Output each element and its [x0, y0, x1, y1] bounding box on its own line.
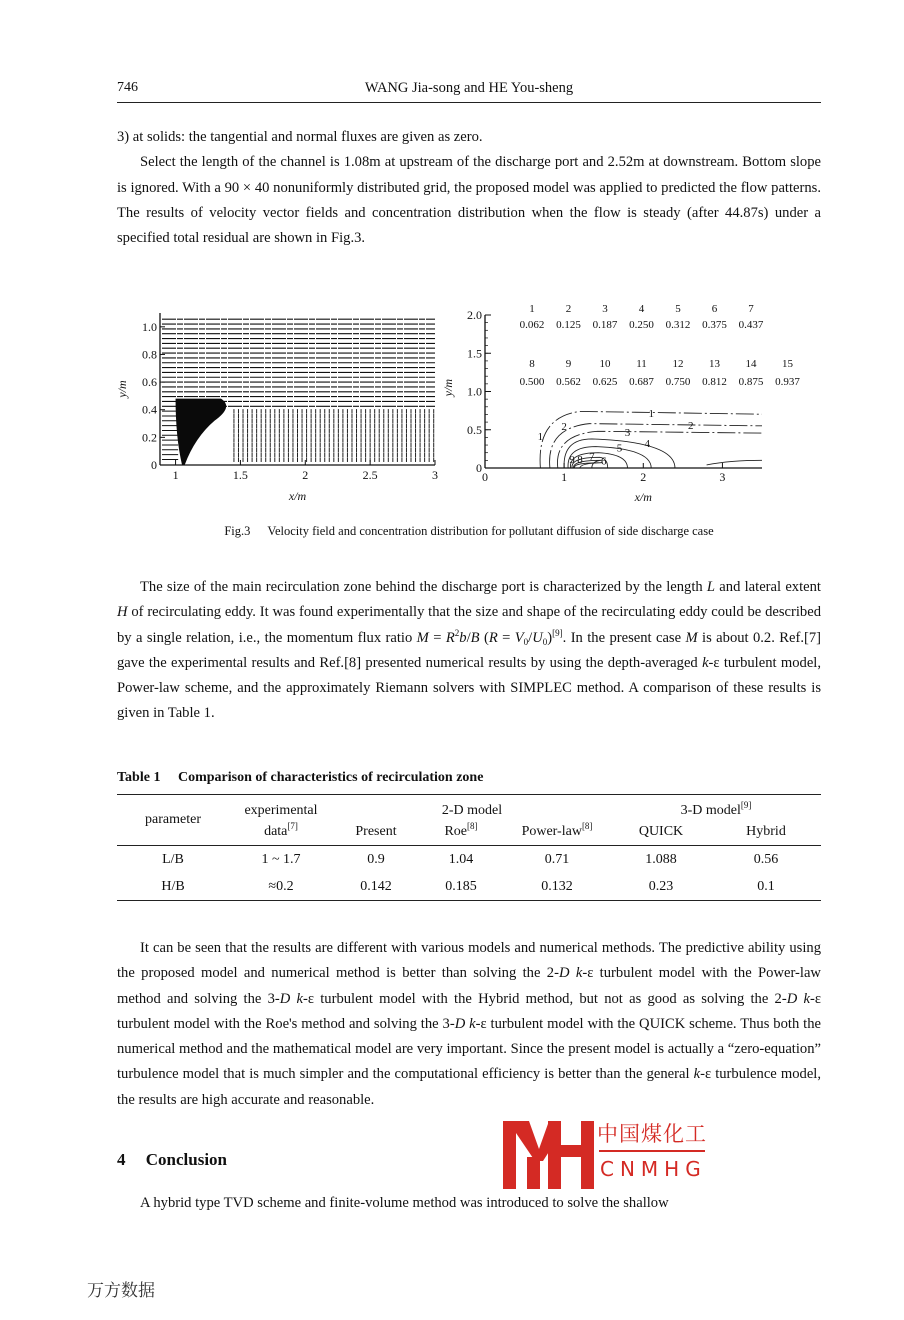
contour-line — [707, 460, 762, 465]
contour-label: 9 — [569, 453, 575, 466]
legend-value: 0.750 — [665, 376, 691, 388]
table-row — [117, 846, 821, 874]
contour-label: 4 — [644, 437, 650, 450]
header-data-label: data — [264, 824, 288, 839]
legend-value: 0.875 — [738, 376, 764, 388]
contour-label: 2 — [561, 420, 567, 433]
y-tick-label: 0 — [476, 461, 482, 475]
cell-parameter: L/B — [162, 851, 184, 867]
conclusion-first-line: A hybrid type TVD scheme and finite-volume method was introduced to solve the shallow — [140, 1195, 669, 1211]
contour-label: 1 — [537, 430, 544, 443]
legend-value: 0.375 — [702, 319, 727, 331]
header-3d-model — [611, 795, 821, 820]
header-roe — [419, 819, 503, 846]
legend-value: 0.812 — [702, 376, 727, 388]
cell-parameter: H/B — [161, 878, 185, 894]
x-tick-label: 1 — [561, 470, 568, 484]
cell-experimental: ≈0.2 — [268, 878, 294, 894]
figure-label: Fig.3 — [224, 524, 251, 538]
contour-label: 5 — [616, 442, 623, 455]
legend-level: 10 — [599, 358, 611, 370]
logo-english-text: CNMHG — [600, 1157, 707, 1181]
legend-value: 0.437 — [738, 319, 764, 331]
legend-level: 9 — [565, 358, 572, 370]
legend-value: 0.062 — [519, 319, 545, 331]
y-tick-label: 2.0 — [467, 308, 482, 322]
ref-superscript: [9] — [740, 800, 752, 810]
contour-label: 8 — [577, 453, 583, 466]
table-label: Table 1 — [117, 770, 161, 785]
header-roe-label: Roe — [444, 824, 468, 839]
legend-level: 13 — [709, 358, 720, 370]
legend-level: 12 — [672, 358, 684, 370]
intro-line: 3) at solids: the tangential and normal fluxes are given as zero. — [117, 129, 483, 145]
legend-value: 0.312 — [665, 319, 691, 331]
x-tick-label: 2 — [640, 470, 647, 484]
y-axis-label: y/m — [441, 379, 455, 397]
y-tick-label: 0.5 — [467, 422, 482, 437]
cell-powerlaw: 0.132 — [541, 878, 573, 894]
legend-value: 0.562 — [556, 376, 581, 388]
intro-text — [117, 125, 821, 251]
section-number: 4 — [117, 1150, 126, 1169]
legend-level: 2 — [565, 303, 572, 315]
ref-superscript: [8] — [467, 821, 478, 831]
cell-quick: 0.23 — [648, 878, 674, 894]
cell-present: 0.9 — [367, 851, 385, 867]
cell-hybrid: 0.1 — [757, 878, 775, 894]
table-row — [117, 873, 821, 901]
header-powerlaw-label: Power-law — [521, 824, 582, 839]
cell-quick: 1.088 — [645, 851, 677, 867]
conclusion-paragraph — [117, 1191, 821, 1216]
cell-powerlaw: 0.71 — [544, 851, 570, 867]
legend-level: 7 — [748, 303, 754, 315]
y-tick-label: 0.6 — [142, 375, 157, 390]
legend-value: 0.250 — [629, 319, 654, 331]
x-tick-label: 0 — [482, 470, 488, 484]
table-title — [117, 770, 483, 786]
section-title: Conclusion — [145, 1150, 227, 1169]
y-tick-label: 1.5 — [467, 346, 482, 361]
contour-label: 7 — [589, 450, 595, 463]
ref-superscript: [7] — [287, 821, 298, 831]
cell-roe: 1.04 — [448, 851, 474, 867]
legend-value: 0.625 — [592, 376, 618, 388]
x-tick-label: 3 — [719, 470, 726, 484]
x-tick-label: 2 — [302, 468, 309, 482]
y-axis-label: y/m — [115, 380, 129, 398]
mh-logo-icon — [503, 1121, 595, 1189]
running-head: WANG Jia-song and HE You-sheng — [364, 80, 574, 96]
velocity-field-plot-area — [162, 319, 435, 465]
recirculation-zone — [176, 399, 227, 465]
concentration-legend — [520, 303, 801, 388]
figure-caption-text: Velocity field and concentration distribution for pollutant diffusion of side discharge case — [267, 524, 714, 538]
legend-level: 15 — [782, 358, 793, 370]
y-tick-label: 0 — [151, 458, 157, 472]
header-present: Present — [355, 824, 397, 839]
y-tick-label: 1.0 — [467, 384, 482, 399]
legend-level: 1 — [529, 303, 535, 315]
header-2d-model: 2-D model — [441, 803, 503, 818]
contour-label: 2 — [688, 420, 694, 433]
page-number: 746 — [117, 80, 138, 95]
legend-level: 4 — [638, 303, 645, 315]
legend-value: 0.687 — [629, 376, 654, 388]
legend-level: 14 — [745, 358, 757, 370]
header-powerlaw — [503, 819, 611, 846]
page-header — [117, 76, 821, 103]
x-tick-label: 3 — [432, 468, 438, 482]
x-tick-label: 1 — [172, 468, 179, 482]
ref-superscript: [8] — [581, 821, 593, 831]
legend-level: 5 — [675, 303, 681, 315]
header-experimental: experimental — [244, 803, 318, 818]
y-tick-label: 0.8 — [142, 347, 157, 362]
discussion-1-text: The size of the main recirculation zone behind the discharge port is characterized by the length L and lateral extent H of recirculating eddy. It was found experimentally that the size and shape of the recirculating eddy could be described by a single relation, i.e., the momentum flux ratio $M = R^2b/B$ $(R = V_0/U_0)[9]$. In the present case M is about 0.2. Ref.[7] gave the experimental results and Ref.[8] presented numerical results by using the depth-averaged k-ε turbulent model, Power-law scheme, and the approximately Riemann solvers with SIMPLEC method. A comparison of these results is given in Table 1. — [117, 579, 822, 722]
discussion-2-text: It can be seen that the results are different with various models and numerical methods. The predictive ability using the proposed model and numerical method is better than solving the 2-D k-ε turbulent model with the Power-law method and solving the 3-D k-ε turbulent model with the Hybrid method, but not as good as solving the 2-D k-ε turbulent model with the Roe's method and solving the 3-D k-ε turbulent model with the QUICK scheme. Thus both the numerical method and the mathematical model are very important. Since the present model is actually a “zero-equation” turbulence model that is much simpler and the computational efficiency is better than the general k-ε turbulence model, the results are high accurate and reasonable. — [117, 940, 822, 1108]
legend-value: 0.500 — [519, 376, 545, 388]
x-tick-label: 2.5 — [362, 468, 378, 482]
contour-label: 3 — [624, 427, 631, 440]
legend-value: 0.187 — [592, 319, 618, 331]
cell-present: 0.142 — [360, 878, 392, 894]
x-tick-label: 1.5 — [232, 468, 248, 482]
legend-level: 6 — [711, 303, 718, 315]
discussion-paragraph-1 — [117, 575, 821, 727]
y-tick-label: 0.4 — [142, 402, 157, 417]
x-axis-label: x/m — [288, 489, 307, 503]
header-parameter: parameter — [145, 812, 201, 827]
legend-value: 0.937 — [775, 376, 800, 388]
concentration-chart — [440, 295, 820, 510]
contour-label: 1 — [648, 407, 654, 420]
concentration-plot-area — [538, 408, 762, 468]
velocity-field-axes — [115, 313, 438, 503]
legend-level: 3 — [602, 303, 608, 315]
header-hybrid: Hybrid — [746, 824, 786, 839]
legend-level: 11 — [636, 358, 647, 370]
y-tick-label: 0.2 — [142, 430, 157, 445]
header-quick: QUICK — [638, 824, 684, 839]
header-experimental-data — [229, 819, 333, 846]
legend-level: 8 — [529, 358, 535, 370]
logo-divider — [599, 1150, 705, 1152]
discussion-paragraph-2 — [117, 936, 821, 1113]
y-tick-label: 1.0 — [142, 319, 157, 334]
figure-caption — [117, 524, 821, 539]
velocity-field-chart — [110, 295, 450, 510]
table-caption: Comparison of characteristics of recirculation zone — [177, 770, 484, 785]
x-axis-label: x/m — [634, 490, 652, 504]
header-3d-label: 3-D model — [680, 803, 741, 818]
intro-paragraph: Select the length of the channel is 1.08m at upstream of the discharge port and 2.52m at downstream. Bottom slope is ignored. With a 90 × 40 nonuniformly distributed grid, the proposed model was applied to predicted the flow patterns. The results of velocity vector fields and concentration distribution when the flow is steady (after 44.87s) under a specified total residual are shown in Fig.3. — [117, 154, 821, 247]
logo-chinese-text: 中国煤化工 — [597, 1122, 707, 1146]
comparison-table — [117, 794, 821, 901]
cell-roe: 0.185 — [445, 878, 477, 894]
legend-value: 0.125 — [556, 319, 581, 331]
footer-watermark: 万方数据 — [87, 1281, 155, 1301]
contour-label: 6 — [600, 455, 607, 468]
watermark-logo — [503, 1121, 713, 1189]
section-heading — [117, 1150, 227, 1170]
cell-hybrid: 0.56 — [753, 851, 779, 867]
concentration-axes — [441, 308, 762, 504]
cell-experimental: 1 ~ 1.7 — [261, 851, 301, 867]
